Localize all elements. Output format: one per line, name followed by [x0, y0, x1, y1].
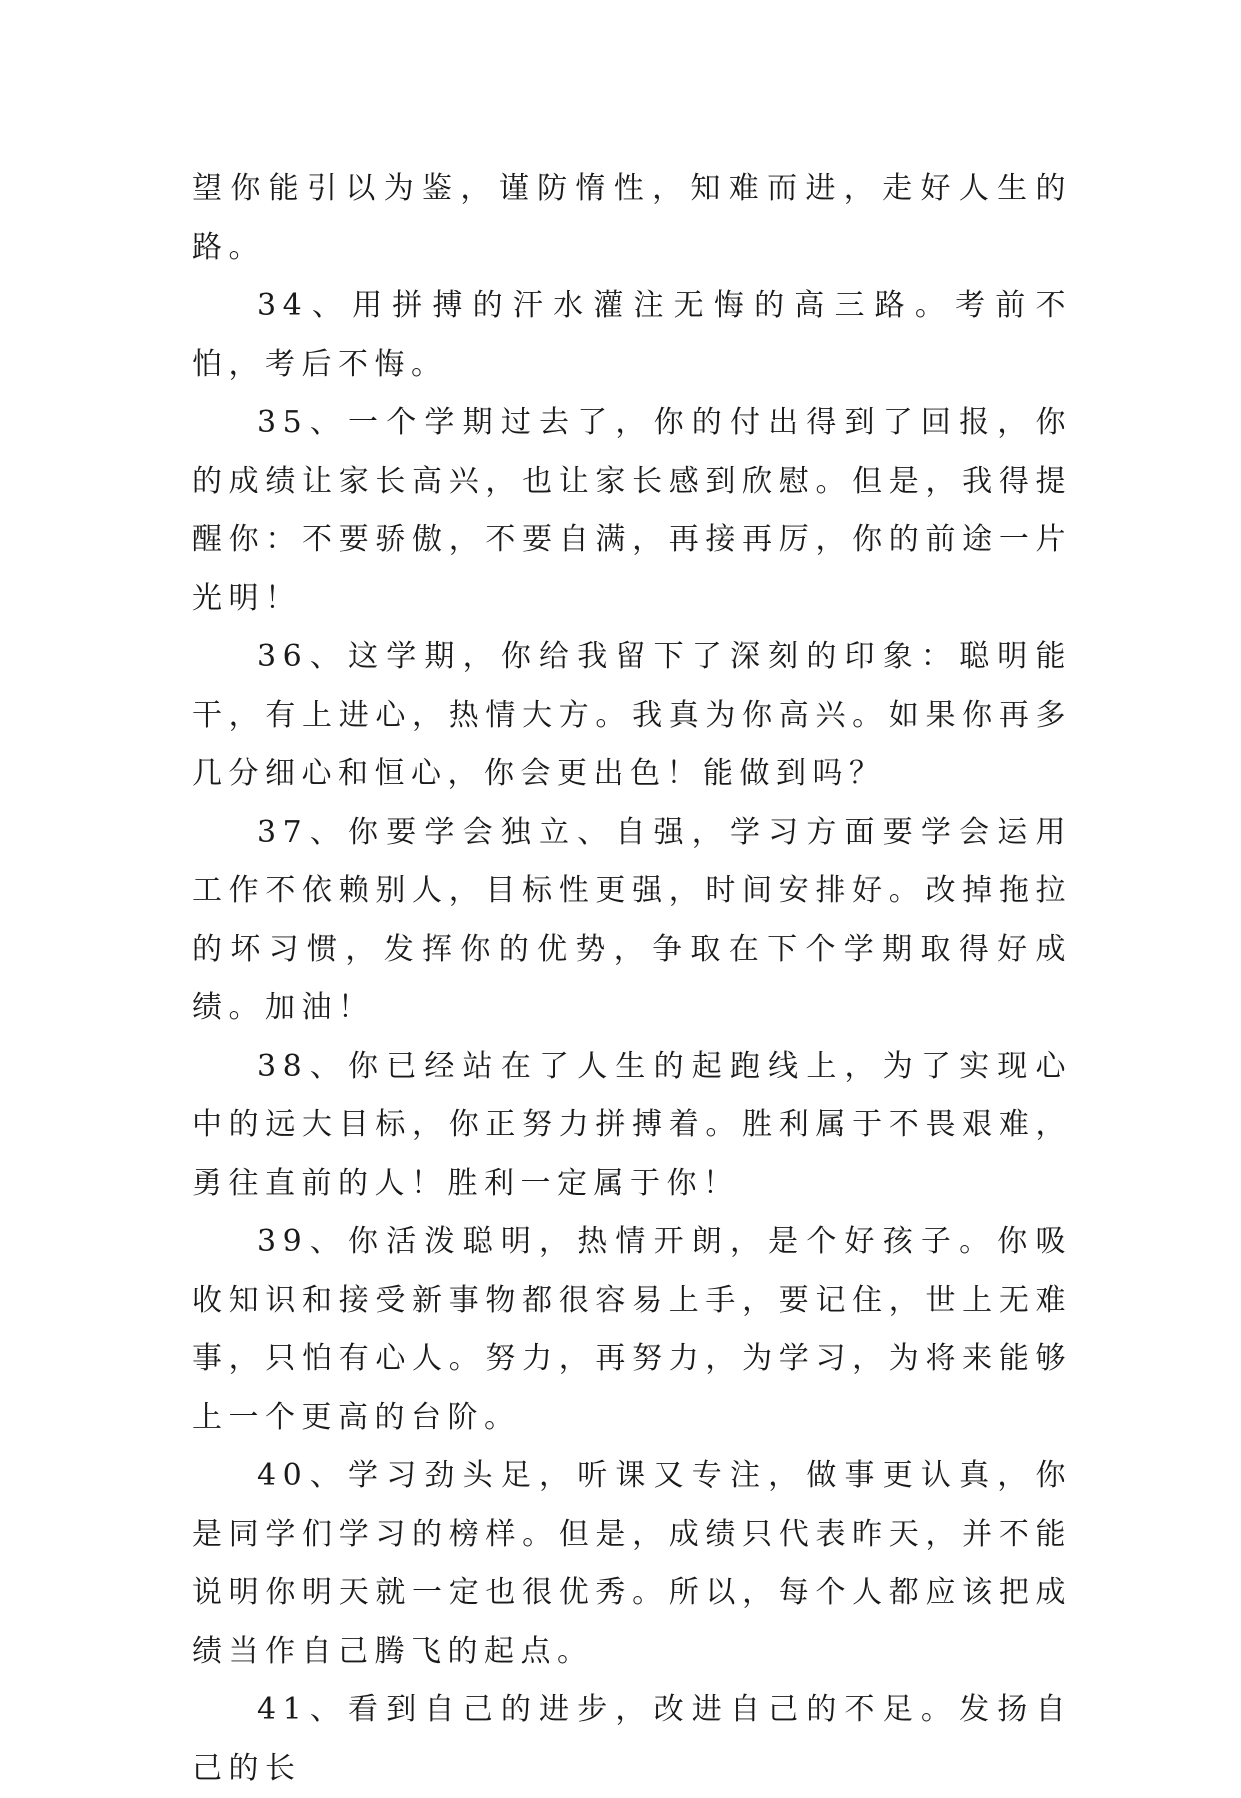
document-body [192, 160, 1072, 1798]
paragraph-34: 34、用拼搏的汗水灌注无悔的高三路。考前不怕，考后不悔。 [192, 288, 1072, 382]
paragraph-36: 36、这学期，你给我留下了深刻的印象：聪明能干，有上进心，热情大方。我真为你高兴。如果你再多几分细心和恒心，你会更出色！能做到吗？ [192, 639, 1072, 791]
paragraph-41: 41、看到自己的进步，改进自己的不足。发扬自己的长 [192, 1692, 1072, 1786]
paragraph-37: 37、你要学会独立、自强，学习方面要学会运用工作不依赖别人，目标性更强，时间安排好。改掉拖拉的坏习惯，发挥你的优势，争取在下个学期取得好成绩。加油！ [192, 814, 1072, 1025]
paragraph-40: 40、学习劲头足，听课又专注，做事更认真，你是同学们学习的榜样。但是，成绩只代表昨天，并不能说明你明天就一定也很优秀。所以，每个人都应该把成绩当作自己腾飞的起点。 [192, 1458, 1072, 1669]
paragraph-39: 39、你活泼聪明，热情开朗，是个好孩子。你吸收知识和接受新事物都很容易上手，要记住，世上无难事，只怕有心人。努力，再努力，为学习，为将来能够上一个更高的台阶。 [192, 1224, 1072, 1435]
paragraph-continuation: 望你能引以为鉴，谨防惰性，知难而进，走好人生的路。 [192, 171, 1072, 265]
paragraph-35: 35、一个学期过去了，你的付出得到了回报，你的成绩让家长高兴，也让家长感到欣慰。但是，我得提醒你：不要骄傲，不要自满，再接再厉，你的前途一片光明！ [192, 405, 1072, 616]
paragraph-38: 38、你已经站在了人生的起跑线上，为了实现心中的远大目标，你正努力拼搏着。胜利属于不畏艰难，勇往直前的人！胜利一定属于你！ [192, 1048, 1072, 1201]
